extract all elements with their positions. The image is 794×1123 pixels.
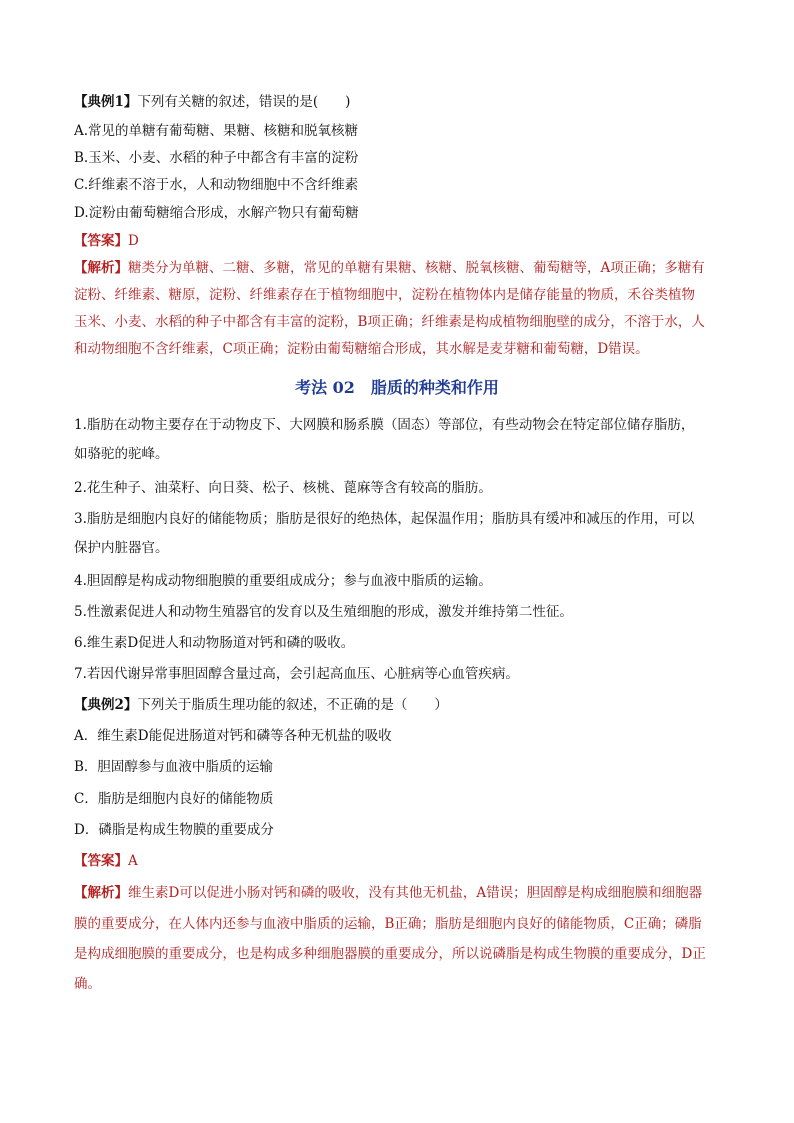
point-line: 7.若因代谢异常事胆固醇含量过高，会引起高血压、心脏病等心血管疾病。 (74, 666, 519, 682)
example1-question-line (74, 92, 734, 112)
example1-analysis-line (74, 258, 734, 278)
example2-analysis-text: 维生素D可以促进小肠对钙和磷的吸收，没有其他无机盐，A错误；胆固醇是构成细胞膜和细胞器 (128, 885, 703, 901)
point-line: 4.胆固醇是构成动物细胞膜的重要组成成分；参与血液中脂质的运输。 (74, 573, 492, 589)
example1-label: 【典例1】 (74, 94, 138, 110)
example2-analysis-label: 【解析】 (74, 885, 128, 901)
example1-analysis-text: 和动物细胞不含纤维素，C项正确；淀粉由葡萄糖缩合形成，其水解是麦芽糖和葡萄糖，D错误。 (74, 341, 649, 357)
example2-question-line (74, 695, 734, 715)
point-line: 1.脂肪在动物主要存在于动物皮下、大网膜和肠系膜（固态）等部位，有些动物会在特定部位储存脂肪， (74, 417, 695, 433)
example2-analysis-text: 膜的重要成分，在人体内还参与血液中脂质的运输，B正确；脂肪是细胞内良好的储能物质，C正确；磷脂 (74, 916, 702, 932)
example1-option-c: C.纤维素不溶于水，人和动物细胞中不含纤维素 (74, 177, 359, 193)
example1-answer-label: 【答案】 (74, 233, 128, 249)
point-line: 如骆驼的驼峰。 (74, 446, 169, 462)
point-line: 2.花生种子、油菜籽、向日葵、松子、核桃、蓖麻等含有较高的脂肪。 (74, 480, 492, 496)
example2-option-a: A．维生素D能促进肠道对钙和磷等各种无机盐的吸收 (74, 728, 392, 744)
example1-answer-line (74, 231, 734, 251)
example2-option-b: B．胆固醇参与血液中脂质的运输 (74, 759, 273, 775)
point-line: 3.脂肪是细胞内良好的储能物质；脂肪是很好的绝热体，起保温作用；脂肪具有缓冲和减压的作用，可以 (74, 511, 695, 527)
point-line: 6.维生素D促进人和动物肠道对钙和磷的吸收。 (74, 635, 355, 651)
example1-answer: D (128, 233, 139, 249)
example2-analysis-text: 确。 (74, 976, 101, 992)
example1-analysis-text: 玉米、小麦、水稻的种子中都含有丰富的淀粉，B项正确；纤维素是构成植物细胞壁的成分，不溶于水，人 (74, 314, 705, 330)
example1-option-d: D.淀粉由葡萄糖缩合形成，水解产物只有葡萄糖 (74, 205, 359, 221)
example2-option-d: D．磷脂是构成生物膜的重要成分 (74, 822, 274, 838)
point-line: 保护内脏器官。 (74, 540, 169, 556)
example1-analysis-text: 淀粉、纤维素、糖原，淀粉、纤维素存在于植物细胞中，淀粉在植物体内是储存能量的物质，禾谷类植物 (74, 287, 695, 303)
point-line: 5.性激素促进人和动物生殖器官的发育以及生殖细胞的形成，激发并维持第二性征。 (74, 604, 573, 620)
example2-option-c: C．脂肪是细胞内良好的储能物质 (74, 791, 274, 807)
example2-answer: A (128, 853, 138, 869)
example2-question: 下列关于脂质生理功能的叙述，不正确的是（ ） (137, 697, 448, 713)
example2-answer-line (74, 851, 734, 871)
example2-analysis-text: 是构成细胞膜的重要成分，也是构成多种细胞器膜的重要成分，所以说磷脂是构成生物膜的重要成分，D正 (74, 946, 706, 962)
example2-answer-label: 【答案】 (74, 853, 128, 869)
example2-analysis-line (74, 883, 734, 903)
example1-analysis-label: 【解析】 (74, 260, 128, 276)
example1-option-b: B.玉米、小麦、水稻的种子中都含有丰富的淀粉 (74, 150, 359, 166)
section-heading: 考法 02 脂质的种类和作用 (295, 378, 499, 397)
example1-analysis-text: 糖类分为单糖、二糖、多糖，常见的单糖有果糖、核糖、脱氧核糖、葡萄糖等，A项正确；多糖有 (128, 260, 705, 276)
example1-question: 下列有关糖的叙述，错误的是( ) (137, 94, 351, 110)
example1-option-a: A.常见的单糖有葡萄糖、果糖、核糖和脱氧核糖 (74, 123, 359, 139)
example2-label: 【典例2】 (74, 697, 138, 713)
